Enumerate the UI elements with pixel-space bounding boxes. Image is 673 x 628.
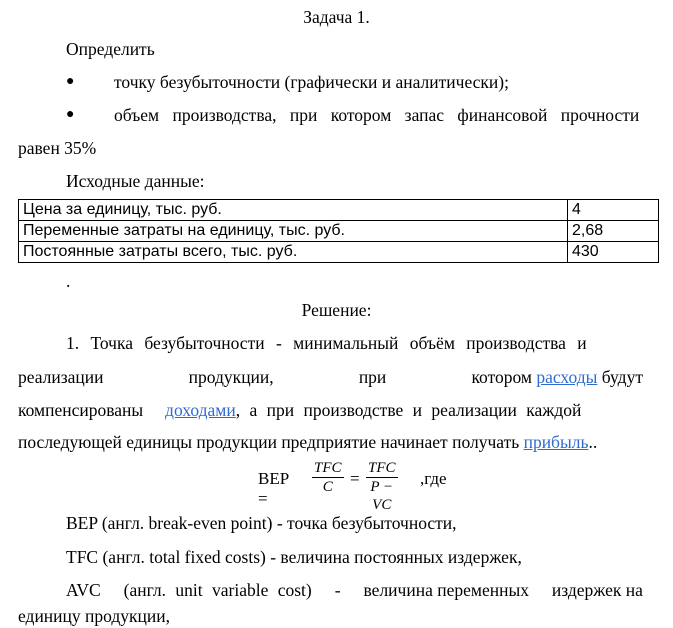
formula-numerator-2: TFC bbox=[368, 460, 396, 476]
link-rashody[interactable]: расходы bbox=[536, 367, 598, 387]
word: .. bbox=[588, 432, 598, 452]
table-cell-value: 430 bbox=[568, 242, 659, 263]
definition-bep: BEP (англ. break-even point) - точка безубыточности, bbox=[66, 513, 457, 533]
formula-equals: = bbox=[350, 469, 360, 488]
table-row bbox=[19, 221, 659, 242]
solution-title: Решение: bbox=[301, 300, 372, 320]
word: при bbox=[358, 367, 387, 387]
bullet-item-2-text: объем производства, при котором запас финансовой прочности bbox=[114, 105, 640, 125]
bullet-icon: ● bbox=[66, 107, 75, 122]
formula-numerator-1: TFC bbox=[314, 460, 342, 476]
word: - bbox=[334, 580, 341, 600]
link-pribyl[interactable]: прибыль bbox=[523, 432, 589, 452]
formula-denominator-1: C bbox=[322, 479, 333, 495]
formula-lhs: BEP = bbox=[258, 469, 289, 508]
bullet-item-2-cont: равен 35% bbox=[18, 138, 97, 158]
paragraph-1-line-4 bbox=[18, 431, 597, 453]
paragraph-1-line-4-text: последующей единицы продукции предприятие начинает получать bbox=[18, 432, 520, 452]
task-title: Задача 1. bbox=[303, 7, 370, 27]
word: издержек на bbox=[551, 580, 643, 600]
bullet-icon: ● bbox=[66, 74, 75, 89]
bullet-item-1: точку безубыточности (графически и аналитически); bbox=[114, 72, 509, 92]
paragraph-1-line-2 bbox=[18, 366, 643, 388]
link-dohody[interactable]: доходами bbox=[165, 400, 236, 420]
paragraph-1-line-3-rest: , а при производстве и реализации каждой bbox=[235, 400, 582, 420]
stray-dot: . bbox=[66, 271, 71, 291]
word: AVC bbox=[66, 580, 101, 600]
word: котором bbox=[471, 367, 532, 387]
input-data-table bbox=[18, 199, 659, 263]
word: величина переменных bbox=[363, 580, 529, 600]
formula-tail: ,где bbox=[420, 469, 447, 488]
paragraph-1-line-1 bbox=[66, 332, 643, 354]
definition-tfc: TFC (англ. total fixed costs) - величина постоянных издержек, bbox=[66, 547, 522, 567]
table-cell-label: Переменные затраты на единицу, тыс. руб. bbox=[19, 221, 568, 242]
table-cell-label: Постоянные затраты всего, тыс. руб. bbox=[19, 242, 568, 263]
intro-text: Определить bbox=[66, 39, 155, 59]
bullet-item-2 bbox=[114, 104, 642, 126]
word: продукции, bbox=[188, 367, 274, 387]
definition-avc-cont: единицу продукции, bbox=[18, 606, 171, 626]
definition-avc bbox=[66, 579, 643, 601]
paragraph-1-line-3 bbox=[18, 399, 643, 421]
table-row bbox=[19, 200, 659, 221]
table-cell-label: Цена за единицу, тыс. руб. bbox=[19, 200, 568, 221]
formula-fraction-2 bbox=[366, 459, 398, 514]
table-cell-value: 2,68 bbox=[568, 221, 659, 242]
table-cell-value: 4 bbox=[568, 200, 659, 221]
word: компенсированы bbox=[18, 400, 144, 420]
formula-fraction-1 bbox=[312, 459, 344, 496]
word: будут bbox=[601, 367, 643, 387]
formula-denominator-2: P − VC bbox=[370, 479, 394, 513]
paragraph-1-line-1-text: 1. Точка безубыточности - минимальный объём производства и bbox=[66, 333, 587, 353]
input-data-label: Исходные данные: bbox=[66, 171, 205, 191]
word: реализации bbox=[18, 367, 104, 387]
table-row bbox=[19, 242, 659, 263]
word: (англ. unit variable cost) bbox=[123, 580, 312, 600]
